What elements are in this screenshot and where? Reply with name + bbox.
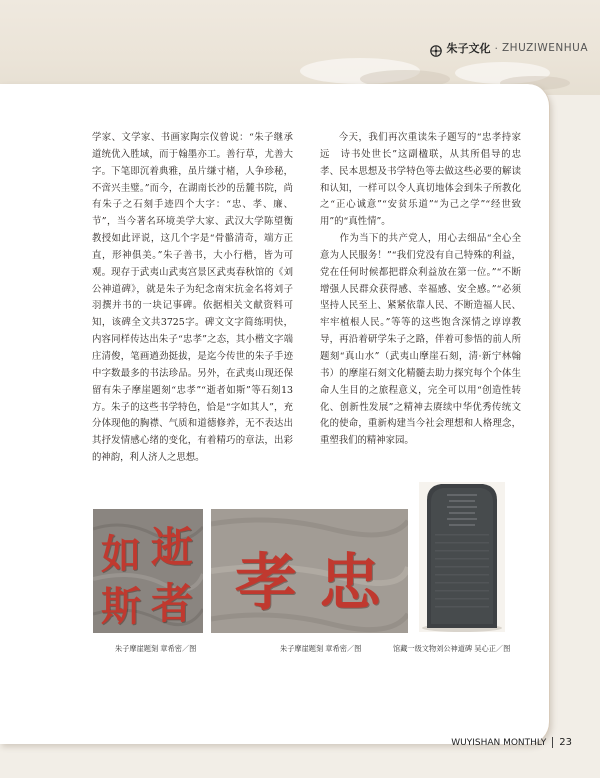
paragraph: 学家、文学家、书画家陶宗仪曾说：“朱子继承道统优入胜域，而于翰墨亦工。善行草，尤善大字。下笔即沉着典雅，虽片缣寸楮，人争珍秘，不啻兴圭璧。”而今，在湖南长沙的岳麓书院，尚有朱子之石刻手迹四个大字：“忠、孝、廉、节”，当今著名环境美学大家、武汉大学陈望衡教授如此评说，这几个字是“骨骼清奇，端方正直，形神俱美。”朱子善书，大小行楷，皆为可观。现存于武夷山武夷宫景区武夷春秋馆的《刘公神道碑》，就是朱子为纪念南宋抗金名将刘子羽撰并书的一块记事碑。依据相关文献资料可知，该碑全文共3725字。碑文文字简练明快，内容同样传达出朱子“忠孝”之态，其小楷文字端庄清俊，笔画遒劲挺拔，是迄今传世的朱子手迹中字数最多的书法珍品。另外，在武夷山现还保留有朱子摩崖题刻“忠孝”“逝者如斯”等石刻13方。朱子的这些书学特色，恰是“字如其人”，充分体现他的胸襟、气质和道德修养，无不表达出其抒发情感心绪的变化，有着精巧的章法，出彩的神韵，利人济人之思想。 [92, 132, 293, 464]
section-title-separator: · [494, 41, 498, 55]
carved-character: 如 [101, 531, 141, 578]
section-subtitle: ZHUZIWENHUA [501, 42, 588, 54]
footer-divider [552, 737, 553, 748]
photo-caption: 馆藏一级文物刘公神道碑 吴心正／图 [393, 644, 511, 653]
photo-caption: 朱子摩崖题刻 章希密／图 [280, 644, 362, 653]
carved-character: 者 [151, 579, 194, 628]
section-title: 朱子文化 [446, 42, 491, 55]
flower-logo-icon [430, 42, 442, 54]
photo-caption: 朱子摩崖题刻 章希密／图 [115, 644, 197, 653]
article-column-left [92, 130, 293, 467]
stele-photo [419, 482, 505, 632]
stele-illustration [419, 482, 505, 632]
article-column-right [320, 130, 521, 450]
stone-carving-photo-shizherusi [93, 509, 203, 633]
carved-character: 孝 [235, 546, 298, 619]
carved-character: 斯 [101, 583, 141, 630]
carved-character: 忠 [319, 546, 382, 619]
page-footer [451, 737, 572, 748]
magazine-name: WUYISHAN MONTHLY [451, 737, 547, 748]
paragraph: 今天，我们再次重读朱子题写的“忠孝持家远 诗书处世长”这副楹联，从其所倡导的忠孝、民本思想及书学特色等去做这些必要的解读和认知，一样可以令人真切地体会到朱子所教化之“正心诚意”“安贫乐道”“为己之学”“经世致用”的“真性情”。 [320, 132, 521, 228]
article-body [92, 130, 532, 490]
paragraph: 作为当下的共产党人，用心去细品“全心全意为人民服务！”“我们党没有自己特殊的利益，党在任何时候都把群众利益放在第一位。”“不断增强人民群众获得感、幸福感、安全感。”“必须坚持人民至上、紧紧依靠人民、不断造福人民、牢牢植根人民。”等等的这些饱含深情之谆谆教导，再沿着研学朱子之路，伴着可参悟的前人所题刻“真山水”（武夷山摩崖石刻，清·新宁林翰书）的摩崖石刻文化精髓去助力探究每个个体生命人生目的之旅程意义，完全可以用“创造性转化、创新性发展”之精神去赓续中华优秀传统文化的使命，重新构建当今社会理想和人格理念，重塑我们的精神家园。 [320, 233, 521, 447]
page-number: 23 [559, 737, 572, 748]
stone-carving-photo-zhongxiao [211, 509, 408, 633]
section-header [430, 38, 588, 58]
carved-character: 逝 [151, 523, 194, 572]
